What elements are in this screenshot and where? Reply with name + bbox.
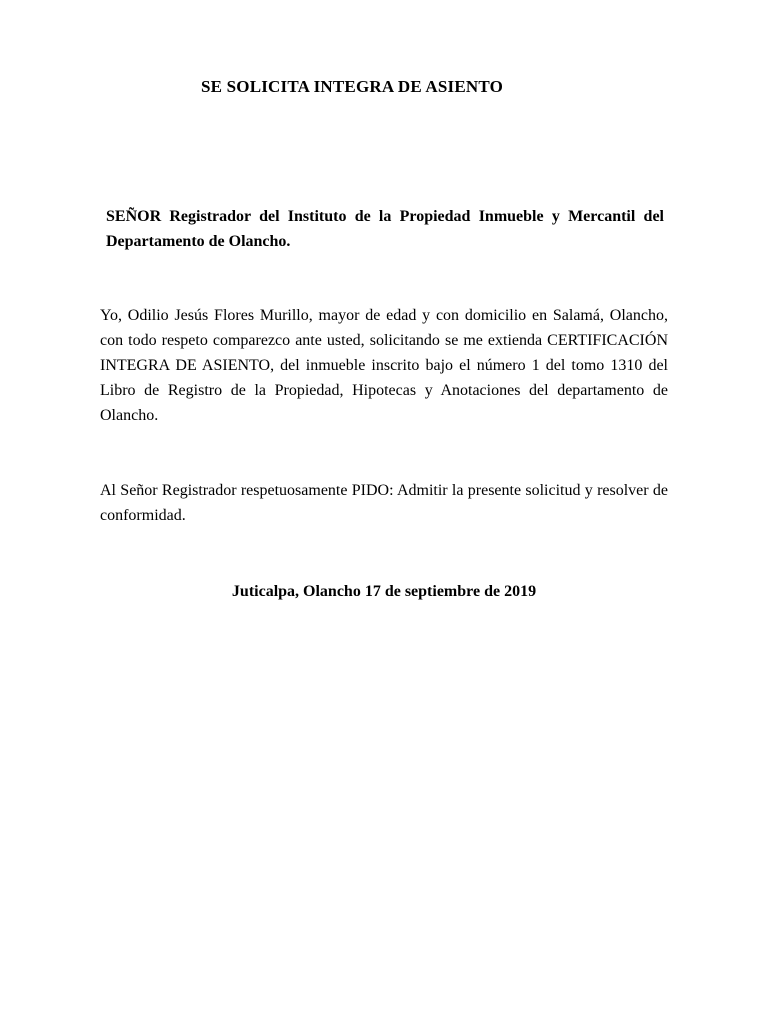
place-date-line: Juticalpa, Olancho 17 de septiembre de 2019 (231, 583, 537, 600)
addressee-paragraph: SEÑOR Registrador del Instituto de la Propiedad Inmueble y Mercantil del Departamento de Olancho. (106, 208, 664, 250)
request-paragraph: Yo, Odilio Jesús Flores Murillo, mayor de edad y con domicilio en Salamá, Olancho, con todo respeto comparezco ante usted, solicitando se me extienda CERTIFICACIÓN INTEGRA DE ASIENTO, del inmueble inscrito bajo el número 1 del tomo 1310 del Libro de Registro de la Propiedad, Hipotecas y Anotaciones del departamento de Olancho. (100, 307, 668, 424)
document-title: SE SOLICITA INTEGRA DE ASIENTO (200, 77, 504, 96)
petition-paragraph: Al Señor Registrador respetuosamente PIDO: Admitir la presente solicitud y resolver de conformidad. (100, 482, 668, 524)
